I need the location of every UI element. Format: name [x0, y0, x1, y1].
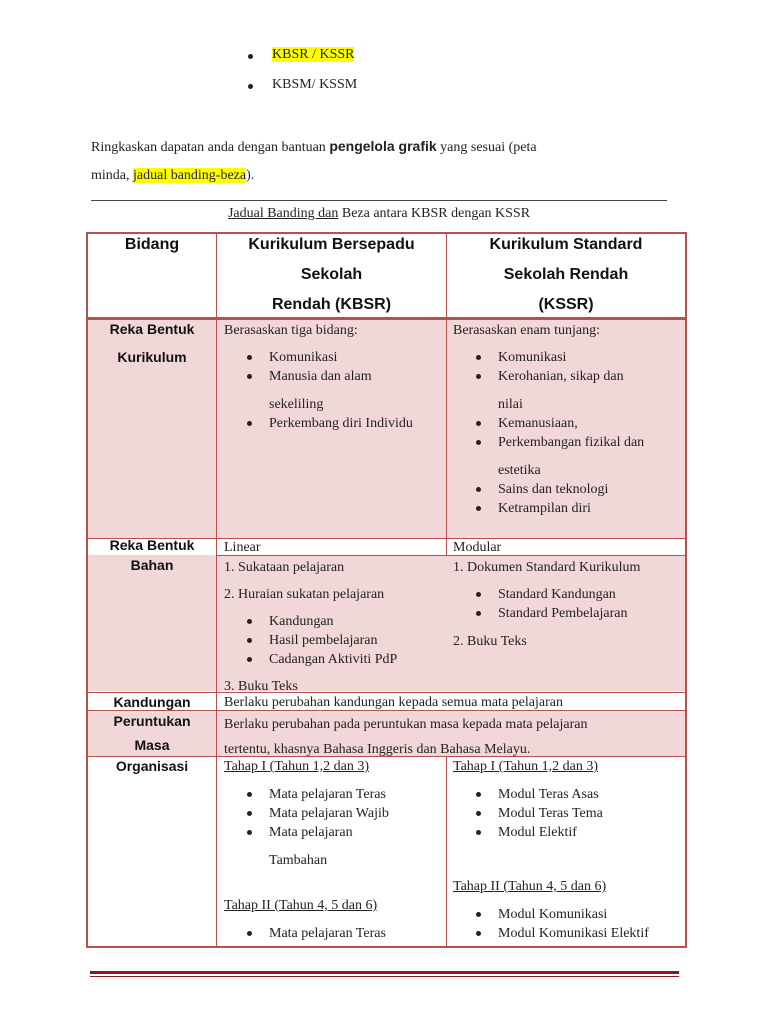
row-label-reka-bentuk-kurikulum: Reka Bentuk Kurikulum: [109, 321, 195, 365]
bullet-icon: [248, 54, 253, 59]
row-label-kandungan: Kandungan: [113, 694, 191, 710]
kbsr-bahan-cell: 1. Sukataan pelajaran 2. Huraian sukatan pelajaran Kandungan Hasil pembelajaran Cadangan Aktiviti PdP 3. Buku Teks: [224, 558, 444, 696]
list-item: Mata pelajaran Wajib: [224, 804, 444, 823]
list-item: Kerohanian, sikap dan nilai: [453, 367, 683, 414]
list-item: Cadangan Aktiviti PdP: [224, 650, 444, 669]
kbsr-bahan-list: [224, 612, 444, 669]
list-item: Manusia dan alam sekeliling: [224, 367, 444, 414]
footer-rule: [90, 971, 679, 974]
list-item: Mata pelajaran Teras: [224, 924, 444, 943]
list-item: Modul Teras Tema: [453, 804, 683, 823]
bullet-icon: [248, 84, 253, 89]
list-item: Mata pelajaran Teras: [224, 785, 444, 804]
kandungan-text: Berlaku perubahan kandungan kepada semua mata pelajaran: [224, 695, 563, 710]
list-item: Sains dan teknologi: [453, 480, 683, 499]
kssr-organisasi-cell: Tahap I (Tahun 1,2 dan 3) Modul Teras Asas Modul Teras Tema Modul Elektif Tahap II (Tahun 4, 5 dan 6) Modul Komunikasi Modul Komunikasi Elektif: [453, 757, 683, 943]
row-label-reka-bentuk-bahan: Reka Bentuk Bahan: [109, 537, 195, 573]
kssr-tahap2-list: [453, 905, 683, 943]
footer-rule-thin: [90, 976, 679, 977]
instruction-paragraph: Ringkaskan dapatan anda dengan bantuan pengelola grafik yang sesuai (peta minda, jadual banding-beza).: [91, 138, 537, 183]
kbsr-tahap2-list: [224, 924, 444, 943]
list-item: Modul Komunikasi: [453, 905, 683, 924]
table-title: Jadual Banding dan Beza antara KBSR dengan KSSR: [227, 206, 531, 221]
kssr-kurikulum-list: [453, 348, 683, 518]
list-item: Standard Pembelajaran: [453, 604, 683, 623]
list-item: Modul Teras Asas: [453, 785, 683, 804]
header-kssr: Kurikulum Standard Sekolah Rendah (KSSR): [489, 236, 643, 313]
kbsr-kurikulum-list: [224, 348, 444, 433]
row-label-organisasi: Organisasi: [115, 758, 189, 774]
header-kbsr: Kurikulum Bersepadu Sekolah Rendah (KBSR): [248, 236, 415, 313]
kbsr-organisasi-cell: Tahap I (Tahun 1,2 dan 3) Mata pelajaran Teras Mata pelajaran Wajib Mata pelajaran Tambahan Tahap II (Tahun 4, 5 dan 6) Mata pelajaran Teras: [224, 757, 444, 943]
bold-phrase: pengelola grafik: [329, 138, 437, 154]
list-item: Hasil pembelajaran: [224, 631, 444, 650]
intro-bullet-kbsm-kssm: KBSM/ KSSM: [272, 77, 358, 92]
list-item: Komunikasi: [224, 348, 444, 367]
list-item: Perkembangan fizikal dan estetika: [453, 433, 683, 480]
kbsr-kurikulum-cell: Berasaskan tiga bidang: Komunikasi Manusia dan alam sekeliling Perkembang diri Individu: [224, 321, 444, 433]
kssr-kurikulum-cell: Berasaskan enam tunjang: Komunikasi Kerohanian, sikap dan nilai Kemanusiaan, Perkembangan fizikal dan estetika Sains dan teknologi Ketrampilan diri: [453, 321, 683, 518]
kbsr-tahap1-list: [224, 785, 444, 870]
peruntukan-text: Berlaku perubahan pada peruntukan masa kepada mata pelajaran tertentu, khasnya Bahasa Inggeris dan Bahasa Melayu.: [224, 717, 588, 757]
list-item: Modul Komunikasi Elektif: [453, 924, 683, 943]
highlight-phrase: jadual banding-beza: [133, 168, 247, 183]
list-item: Ketrampilan diri: [453, 499, 683, 518]
list-item: Perkembang diri Individu: [224, 414, 444, 433]
list-item: Mata pelajaran Tambahan: [224, 823, 444, 870]
kbsr-bahan-type: Linear: [224, 540, 261, 555]
header-bidang: Bidang: [124, 236, 180, 253]
list-item: Modul Elektif: [453, 823, 683, 842]
list-item: Kandungan: [224, 612, 444, 631]
kssr-bahan-list: [453, 585, 683, 623]
kssr-bahan-cell: 1. Dokumen Standard Kurikulum Standard Kandungan Standard Pembelajaran 2. Buku Teks: [453, 558, 683, 651]
list-item: Standard Kandungan: [453, 585, 683, 604]
title-rule: [91, 200, 667, 201]
list-item: Kemanusiaan,: [453, 414, 683, 433]
intro-bullet-kbsr-kssr: KBSR / KSSR: [272, 47, 355, 62]
kssr-bahan-type: Modular: [453, 540, 502, 555]
kssr-tahap1-list: [453, 785, 683, 842]
row-label-peruntukan-masa: Peruntukan Masa: [113, 713, 191, 753]
list-item: Komunikasi: [453, 348, 683, 367]
